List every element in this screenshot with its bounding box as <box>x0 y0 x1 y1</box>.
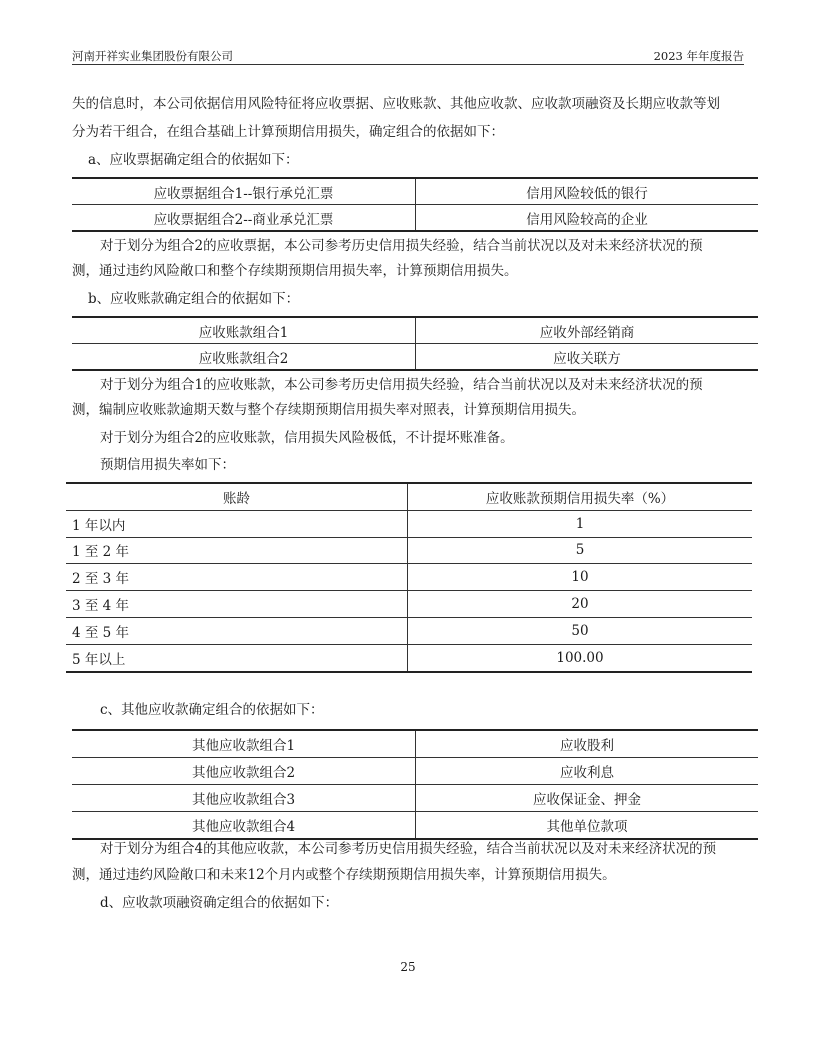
combination-basis: 信用风险较高的企业 <box>416 205 759 232</box>
combination-basis: 应收保证金、押金 <box>416 785 759 812</box>
combination-name: 应收票据组合2--商业承兑汇票 <box>72 205 416 232</box>
section-a-note-2: 测，通过违约风险敞口和整个存续期预期信用损失率，计算预期信用损失。 <box>72 263 518 279</box>
company-name: 河南开祥实业集团股份有限公司 <box>72 49 233 63</box>
table-row <box>72 785 758 812</box>
combination-basis: 应收利息 <box>416 758 759 785</box>
rate-cell: 1 <box>408 510 753 537</box>
table-row <box>72 205 758 232</box>
table-row <box>66 537 752 564</box>
rate-cell: 50 <box>408 617 753 644</box>
table-row <box>66 644 752 671</box>
aging-cell: 1 年以内 <box>66 510 408 537</box>
rate-cell: 100.00 <box>408 644 753 671</box>
aging-cell: 4 至 5 年 <box>66 617 408 644</box>
combination-name: 其他应收款组合2 <box>72 758 416 785</box>
table-row <box>72 317 758 344</box>
intro-line-1: 失的信息时，本公司依据信用风险特征将应收票据、应收账款、其他应收款、应收款项融资及长期应收款等划 <box>72 96 720 112</box>
combination-name: 应收账款组合2 <box>72 344 416 371</box>
aging-cell: 5 年以上 <box>66 644 408 671</box>
table-row <box>72 812 758 840</box>
page-header <box>72 46 744 65</box>
table-row <box>66 591 752 618</box>
section-c-note-1: 对于划分为组合4的其他应收款，本公司参考历史信用损失经验，结合当前状况以及对未来经济状况的预 <box>100 841 717 857</box>
rate-table-title: 预期信用损失率如下： <box>100 457 235 473</box>
rate-cell: 10 <box>408 564 753 591</box>
section-b-note-1: 对于划分为组合1的应收账款，本公司参考历史信用损失经验，结合当前状况以及对未来经济状况的预 <box>100 377 703 393</box>
notes-receivable-table <box>72 177 758 232</box>
section-a-title: a、应收票据确定组合的依据如下： <box>88 152 299 168</box>
table-row <box>72 758 758 785</box>
combination-basis: 其他单位款项 <box>416 812 759 840</box>
section-b-title: b、应收账款确定组合的依据如下： <box>88 291 300 307</box>
combination-name: 应收票据组合1--银行承兑汇票 <box>72 178 416 205</box>
section-d-title: d、应收款项融资确定组合的依据如下： <box>100 895 339 911</box>
aging-rate-table <box>66 482 752 673</box>
combination-basis: 信用风险较低的银行 <box>416 178 759 205</box>
table-row <box>72 344 758 371</box>
combination-name: 其他应收款组合3 <box>72 785 416 812</box>
other-receivables-table <box>72 729 758 840</box>
table-header-row <box>66 483 752 510</box>
combination-name: 其他应收款组合1 <box>72 730 416 758</box>
aging-cell: 3 至 4 年 <box>66 591 408 618</box>
section-c-note-2: 测，通过违约风险敞口和未来12个月内或整个存续期预期信用损失率，计算预期信用损失。 <box>72 867 616 883</box>
section-c-title: c、其他应收款确定组合的依据如下： <box>100 702 324 718</box>
aging-column-header: 账龄 <box>66 483 408 510</box>
combination-basis: 应收股利 <box>416 730 759 758</box>
rate-cell: 5 <box>408 537 753 564</box>
aging-cell: 1 至 2 年 <box>66 537 408 564</box>
section-b-note-3: 对于划分为组合2的应收账款，信用损失风险极低，不计提坏账准备。 <box>100 430 514 446</box>
section-a-note-1: 对于划分为组合2的应收票据，本公司参考历史信用损失经验，结合当前状况以及对未来经济状况的预 <box>100 238 703 254</box>
table-row <box>66 617 752 644</box>
table-row <box>72 730 758 758</box>
report-title: 2023 年年度报告 <box>653 49 744 63</box>
page-number: 25 <box>400 960 416 974</box>
rate-cell: 20 <box>408 591 753 618</box>
rate-column-header: 应收账款预期信用损失率（%） <box>408 483 753 510</box>
combination-basis: 应收外部经销商 <box>416 317 759 344</box>
combination-name: 应收账款组合1 <box>72 317 416 344</box>
section-b-note-2: 测，编制应收账款逾期天数与整个存续期预期信用损失率对照表，计算预期信用损失。 <box>72 402 585 418</box>
accounts-receivable-table <box>72 316 758 371</box>
table-row <box>66 510 752 537</box>
combination-basis: 应收关联方 <box>416 344 759 371</box>
combination-name: 其他应收款组合4 <box>72 812 416 840</box>
aging-cell: 2 至 3 年 <box>66 564 408 591</box>
table-row <box>72 178 758 205</box>
intro-line-2: 分为若干组合，在组合基础上计算预期信用损失，确定组合的依据如下： <box>72 124 504 140</box>
table-row <box>66 564 752 591</box>
